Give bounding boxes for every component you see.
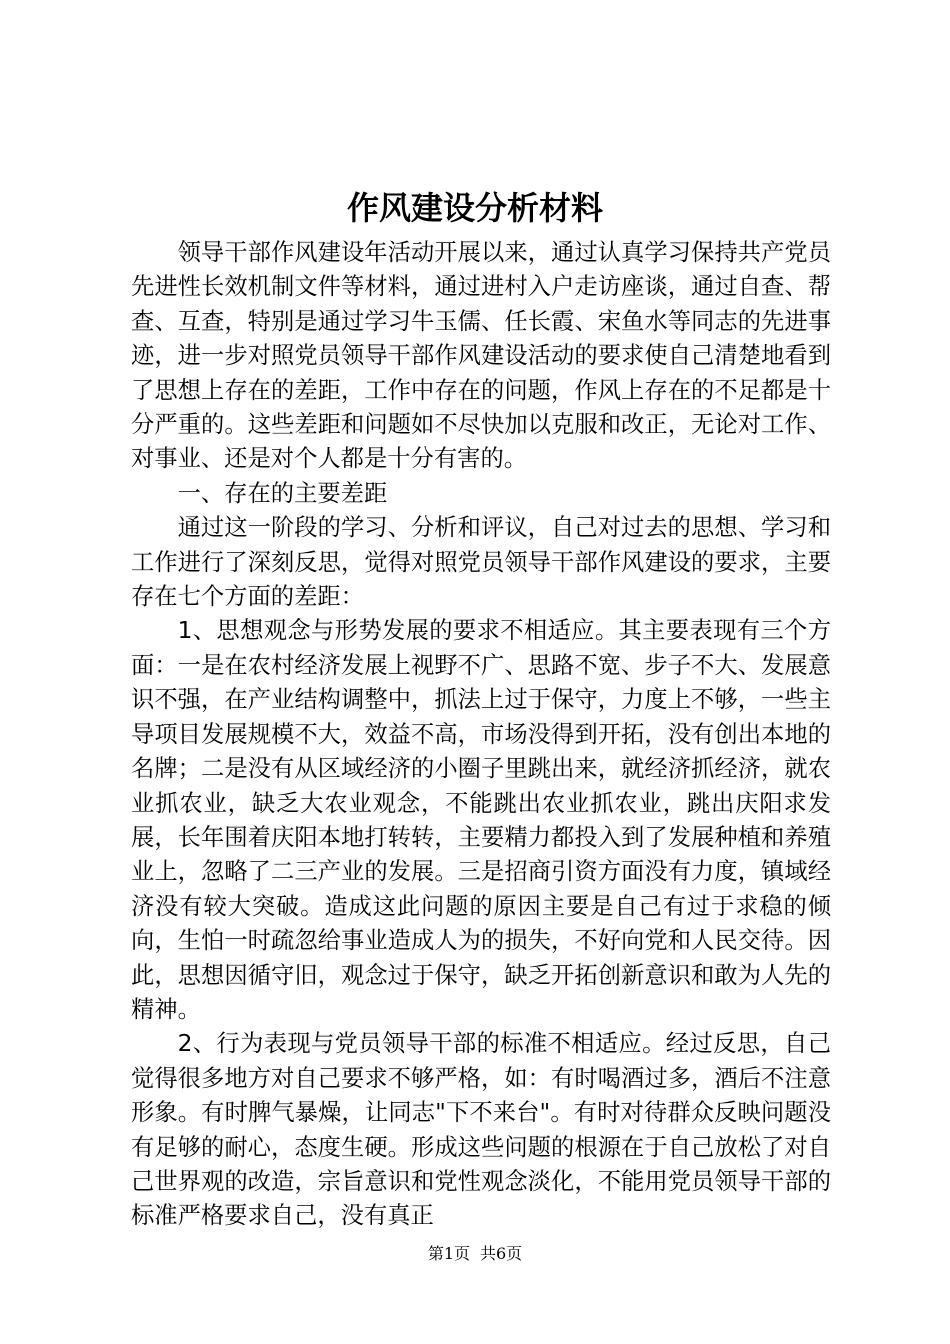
section-heading (131, 477, 831, 511)
paragraph-text: 通过这一阶段的学习、分析和评议，自己对过去的思想、学习和工作进行了深刻反思，觉得对照党员领导干部作风建设的要求，主要存在七个方面的差距： (131, 514, 831, 611)
intro-paragraph (131, 236, 831, 477)
page-footer (0, 1242, 950, 1266)
point-1-paragraph (131, 614, 831, 1027)
document-body (131, 236, 831, 1234)
paragraph-text: 领导干部作风建设年活动开展以来，通过认真学习保持共产党员先进性长效机制文件等材料，通过进村入户走访座谈，通过自查、帮查、互查，特别是通过学习牛玉儒、任长霞、宋鱼水等同志的先进事迹，进一步对照党员领导干部作风建设活动的要求使自己清楚地看到了思想上存在的差距，工作中存在的问题，作风上存在的不足都是十分严重的。这些差距和问题如不尽快加以克服和改正，无论对工作、对事业、还是对个人都是十分有害的。 (131, 239, 831, 473)
document-title: 作风建设分析材料 (346, 189, 603, 227)
point-2-paragraph (131, 1027, 831, 1233)
paragraph-text: 经过反思，自己觉得很多地方对自己要求不够严格，如：有时喝酒过多，酒后不注意形象。有时脾气暴燥，让同志"下不来台"。有时对待群众反映问题没有足够的耐心，态度生硬。形成这些问题的根源在于自己放松了对自己世界观的改造，宗旨意识和党性观念淡化，不能用党员领导干部的标准严格要求自己，没有真正 (131, 1030, 831, 1230)
section-intro-paragraph (131, 511, 831, 614)
paragraph-text: 其主要表现有三个方面：一是在农村经济发展上视野不广、思路不宽、步子不大、发展意识不强，在产业结构调整中，抓法上过于保守，力度上不够，一些主导项目发展规模不大，效益不高，市场没得到开拓，没有创出本地的名牌；二是没有从区域经济的小圈子里跳出来，就经济抓经济，就农业抓农业，缺乏大农业观念，不能跳出农业抓农业，跳出庆阳求发展，长年围着庆阳本地打转转，主要精力都投入到了发展种植和养殖业上，忽略了二三产业的发展。三是招商引资方面没有力度，镇域经济没有较大突破。造成这此问题的原因主要是自己有过于求稳的倾向，生怕一时疏忽给事业造成人为的损失，不好向党和人民交待。因此，思想因循守旧，观念过于保守，缺乏开拓创新意识和敢为人先的精神。 (131, 617, 832, 1023)
point-1-lead: 1、思想观念与形势发展的要求不相适应。 (177, 617, 619, 645)
page-total: 共6页 (480, 1244, 523, 1263)
section-heading-text: 一、存在的主要差距 (177, 479, 388, 507)
point-2-lead: 2、行为表现与党员领导干部的标准不相适应。 (177, 1030, 666, 1058)
page-number: 第1页 (427, 1244, 470, 1263)
